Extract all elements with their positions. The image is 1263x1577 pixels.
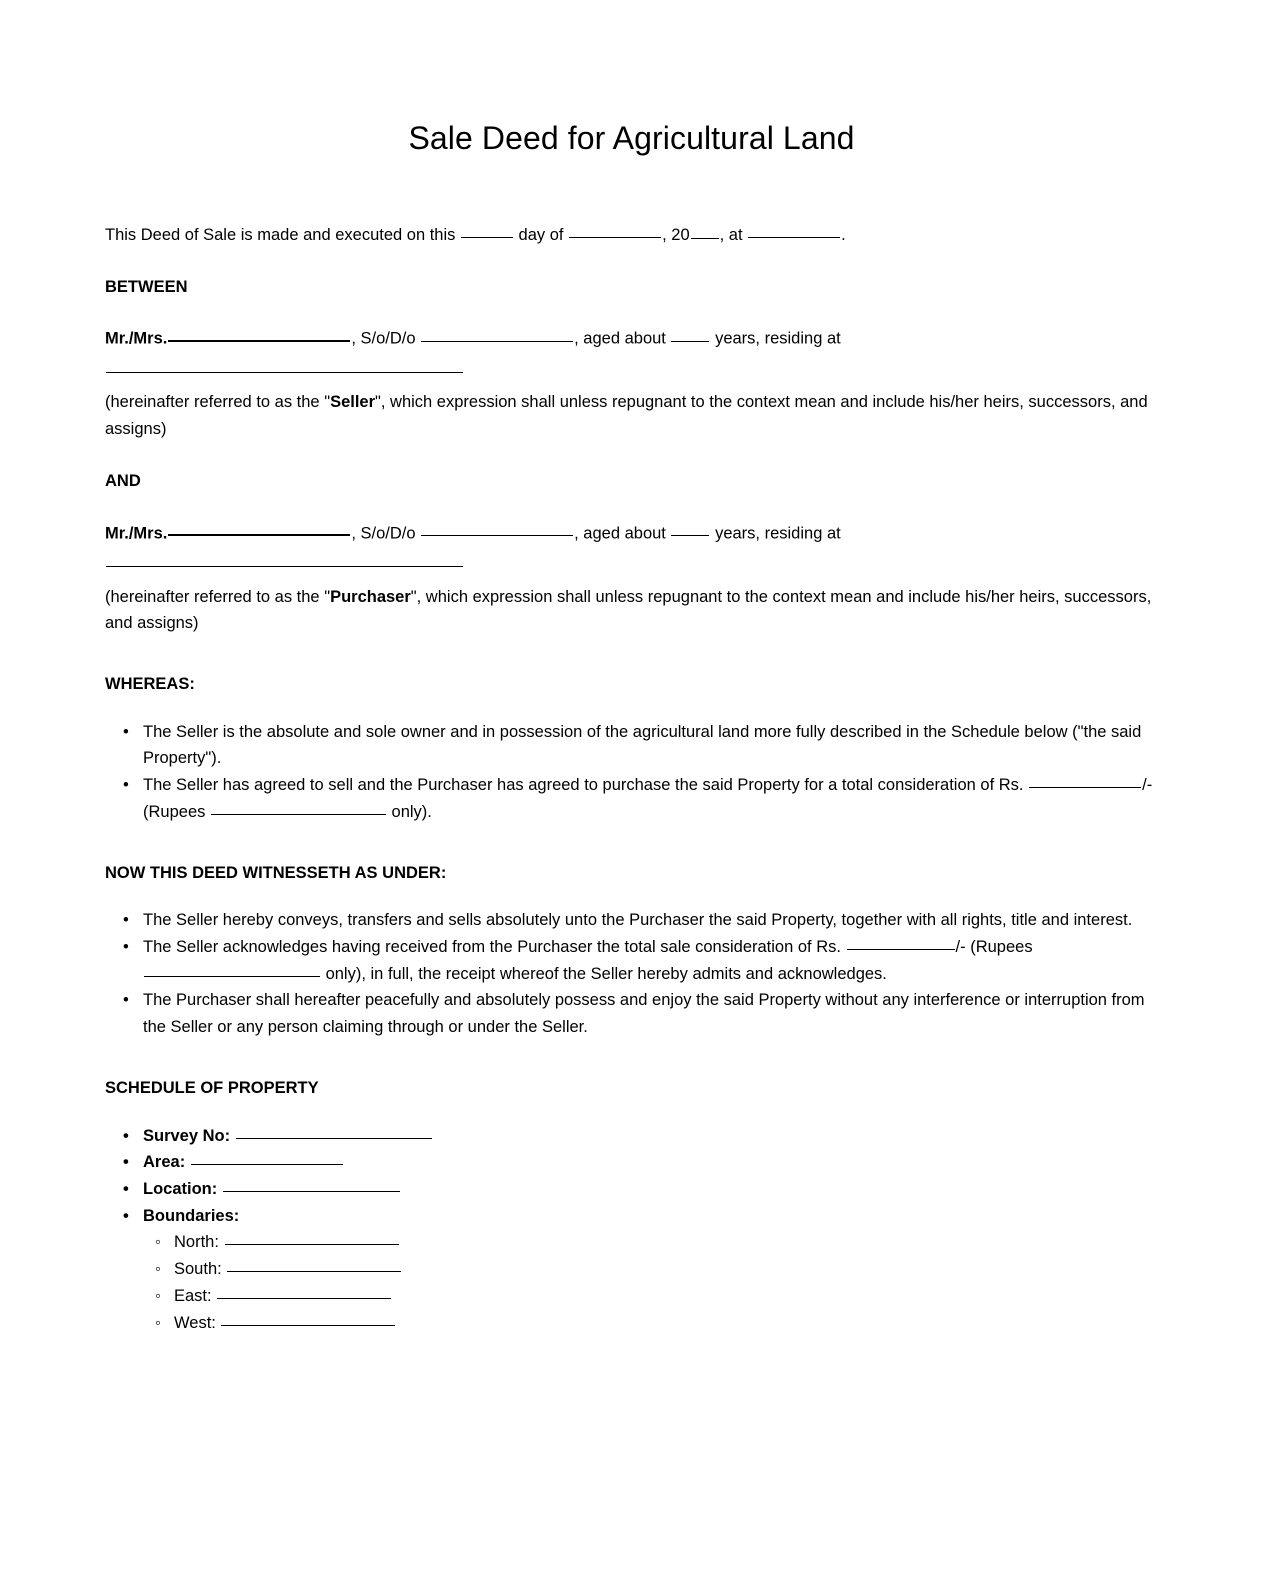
blank-purchaser-age[interactable] bbox=[671, 521, 709, 537]
seller-hereinafter-pre: (hereinafter referred to as the " bbox=[105, 393, 331, 412]
blank-seller-name[interactable] bbox=[168, 325, 350, 342]
boundary-item-south bbox=[174, 1256, 1158, 1283]
blank-area[interactable] bbox=[191, 1150, 343, 1166]
witnesseth-item-2-mid: /- (Rupees bbox=[955, 937, 1033, 956]
west-label: West: bbox=[174, 1313, 216, 1332]
south-label: South: bbox=[174, 1260, 222, 1279]
boundary-item-north bbox=[174, 1229, 1158, 1256]
survey-no-label: Survey No: bbox=[143, 1126, 231, 1145]
purchaser-hereinafter-paragraph bbox=[105, 584, 1158, 637]
list-item bbox=[143, 719, 1158, 772]
blank-east[interactable] bbox=[217, 1283, 391, 1299]
page-title: Sale Deed for Agricultural Land bbox=[408, 120, 855, 156]
location-label: Location: bbox=[143, 1180, 218, 1198]
seller-role-label: Seller bbox=[330, 393, 376, 412]
purchaser-aged-label: , aged about bbox=[574, 524, 671, 543]
and-heading: AND bbox=[105, 471, 141, 490]
blank-receipt-amount[interactable] bbox=[847, 934, 955, 950]
witnesseth-item-2-pre: The Seller acknowledges having received from the Purchaser the total sale consideration of Rs. bbox=[143, 937, 846, 956]
between-heading: BETWEEN bbox=[105, 277, 188, 296]
seller-years-label: years, residing at bbox=[710, 329, 841, 348]
blank-year[interactable] bbox=[691, 223, 719, 239]
witnesseth-item-1-text: The Seller hereby conveys, transfers and sells absolutely unto the Purchaser the said Property, together with all rights, title and interest. bbox=[143, 911, 1133, 930]
blank-seller-address[interactable] bbox=[106, 357, 463, 373]
witnesseth-heading: NOW THIS DEED WITNESSETH AS UNDER: bbox=[105, 863, 447, 882]
blank-place[interactable] bbox=[748, 222, 840, 238]
whereas-item-1-text: The Seller is the absolute and sole owner and in possession of the agricultural land more fully described in the Schedule below ("the said Property"). bbox=[143, 722, 1142, 768]
blank-seller-age[interactable] bbox=[671, 326, 709, 342]
blank-survey-no[interactable] bbox=[236, 1123, 432, 1139]
seller-hereinafter-paragraph bbox=[105, 389, 1158, 442]
document-body bbox=[0, 222, 1263, 1336]
blank-purchaser-address[interactable] bbox=[106, 551, 463, 567]
witnesseth-item-3-text: The Purchaser shall hereafter peacefully and absolutely possess and enjoy the said Property without any interference or interruption from the Seller or any person claiming through or under the Seller. bbox=[143, 991, 1145, 1037]
whereas-item-2-pre: The Seller has agreed to sell and the Purchaser has agreed to purchase the said Property for a total consideration of Rs. bbox=[143, 776, 1029, 795]
purchaser-sodo-label: , S/o/D/o bbox=[351, 524, 421, 543]
blank-month[interactable] bbox=[569, 222, 661, 238]
purchaser-hereinafter-post: ", which expression shall unless repugnant to the context mean and include his/her heirs, successors, and assigns) bbox=[105, 587, 1152, 633]
boundaries-label: Boundaries: bbox=[143, 1206, 240, 1225]
purchaser-prefix-label: Mr./Mrs. bbox=[105, 524, 168, 543]
purchaser-party-line bbox=[105, 520, 1158, 547]
seller-sodo-label: , S/o/D/o bbox=[351, 329, 421, 348]
list-item bbox=[143, 772, 1158, 825]
purchaser-years-label: years, residing at bbox=[710, 524, 841, 543]
schedule-item-location bbox=[143, 1176, 1158, 1203]
blank-location[interactable] bbox=[223, 1176, 400, 1192]
blank-west[interactable] bbox=[221, 1310, 395, 1326]
whereas-item-2-mid: /- (Rupees bbox=[143, 776, 1153, 821]
intro-paragraph bbox=[105, 222, 1158, 249]
intro-text-part1: This Deed of Sale is made and executed on this bbox=[105, 226, 460, 244]
boundaries-list bbox=[143, 1229, 1158, 1336]
intro-text-part5: . bbox=[841, 226, 846, 244]
list-item bbox=[143, 934, 1158, 987]
seller-prefix-label: Mr./Mrs. bbox=[105, 329, 168, 348]
blank-receipt-words[interactable] bbox=[144, 961, 320, 977]
schedule-item-boundaries bbox=[143, 1203, 1158, 1337]
blank-consideration-amount[interactable] bbox=[1029, 773, 1141, 789]
blank-purchaser-sodo[interactable] bbox=[421, 521, 573, 537]
boundary-item-east bbox=[174, 1283, 1158, 1310]
boundary-item-west bbox=[174, 1310, 1158, 1337]
witnesseth-list bbox=[105, 907, 1158, 1041]
schedule-item-survey bbox=[143, 1123, 1158, 1150]
north-label: North: bbox=[174, 1233, 219, 1252]
seller-party-line bbox=[105, 325, 1158, 352]
blank-north[interactable] bbox=[225, 1230, 399, 1246]
blank-day[interactable] bbox=[461, 222, 513, 238]
intro-text-part4: , at bbox=[719, 226, 748, 244]
area-label: Area: bbox=[143, 1153, 186, 1172]
list-item bbox=[143, 987, 1158, 1040]
intro-text-part2: day of bbox=[513, 226, 569, 244]
list-item bbox=[143, 907, 1158, 934]
schedule-item-area bbox=[143, 1149, 1158, 1176]
seller-address-line bbox=[105, 357, 1158, 384]
whereas-list bbox=[105, 719, 1158, 826]
blank-seller-sodo[interactable] bbox=[421, 326, 573, 342]
schedule-list bbox=[105, 1123, 1158, 1337]
whereas-heading: WHEREAS: bbox=[105, 674, 195, 693]
seller-hereinafter-post: ", which expression shall unless repugnant to the context mean and include his/her heirs, successors, and assigns) bbox=[105, 393, 1148, 439]
schedule-heading: SCHEDULE OF PROPERTY bbox=[105, 1078, 319, 1097]
purchaser-role-label: Purchaser bbox=[330, 587, 411, 606]
intro-text-part3: , 20 bbox=[662, 226, 690, 244]
blank-purchaser-name[interactable] bbox=[168, 520, 350, 537]
witnesseth-item-2-post: only), in full, the receipt whereof the Seller hereby admits and acknowledges. bbox=[321, 964, 887, 983]
purchaser-address-line bbox=[105, 551, 1158, 578]
blank-consideration-words[interactable] bbox=[211, 799, 386, 815]
purchaser-hereinafter-pre: (hereinafter referred to as the " bbox=[105, 587, 331, 606]
whereas-item-2-post: only). bbox=[386, 802, 432, 821]
blank-south[interactable] bbox=[227, 1257, 401, 1273]
seller-aged-label: , aged about bbox=[574, 329, 671, 348]
east-label: East: bbox=[174, 1286, 212, 1305]
